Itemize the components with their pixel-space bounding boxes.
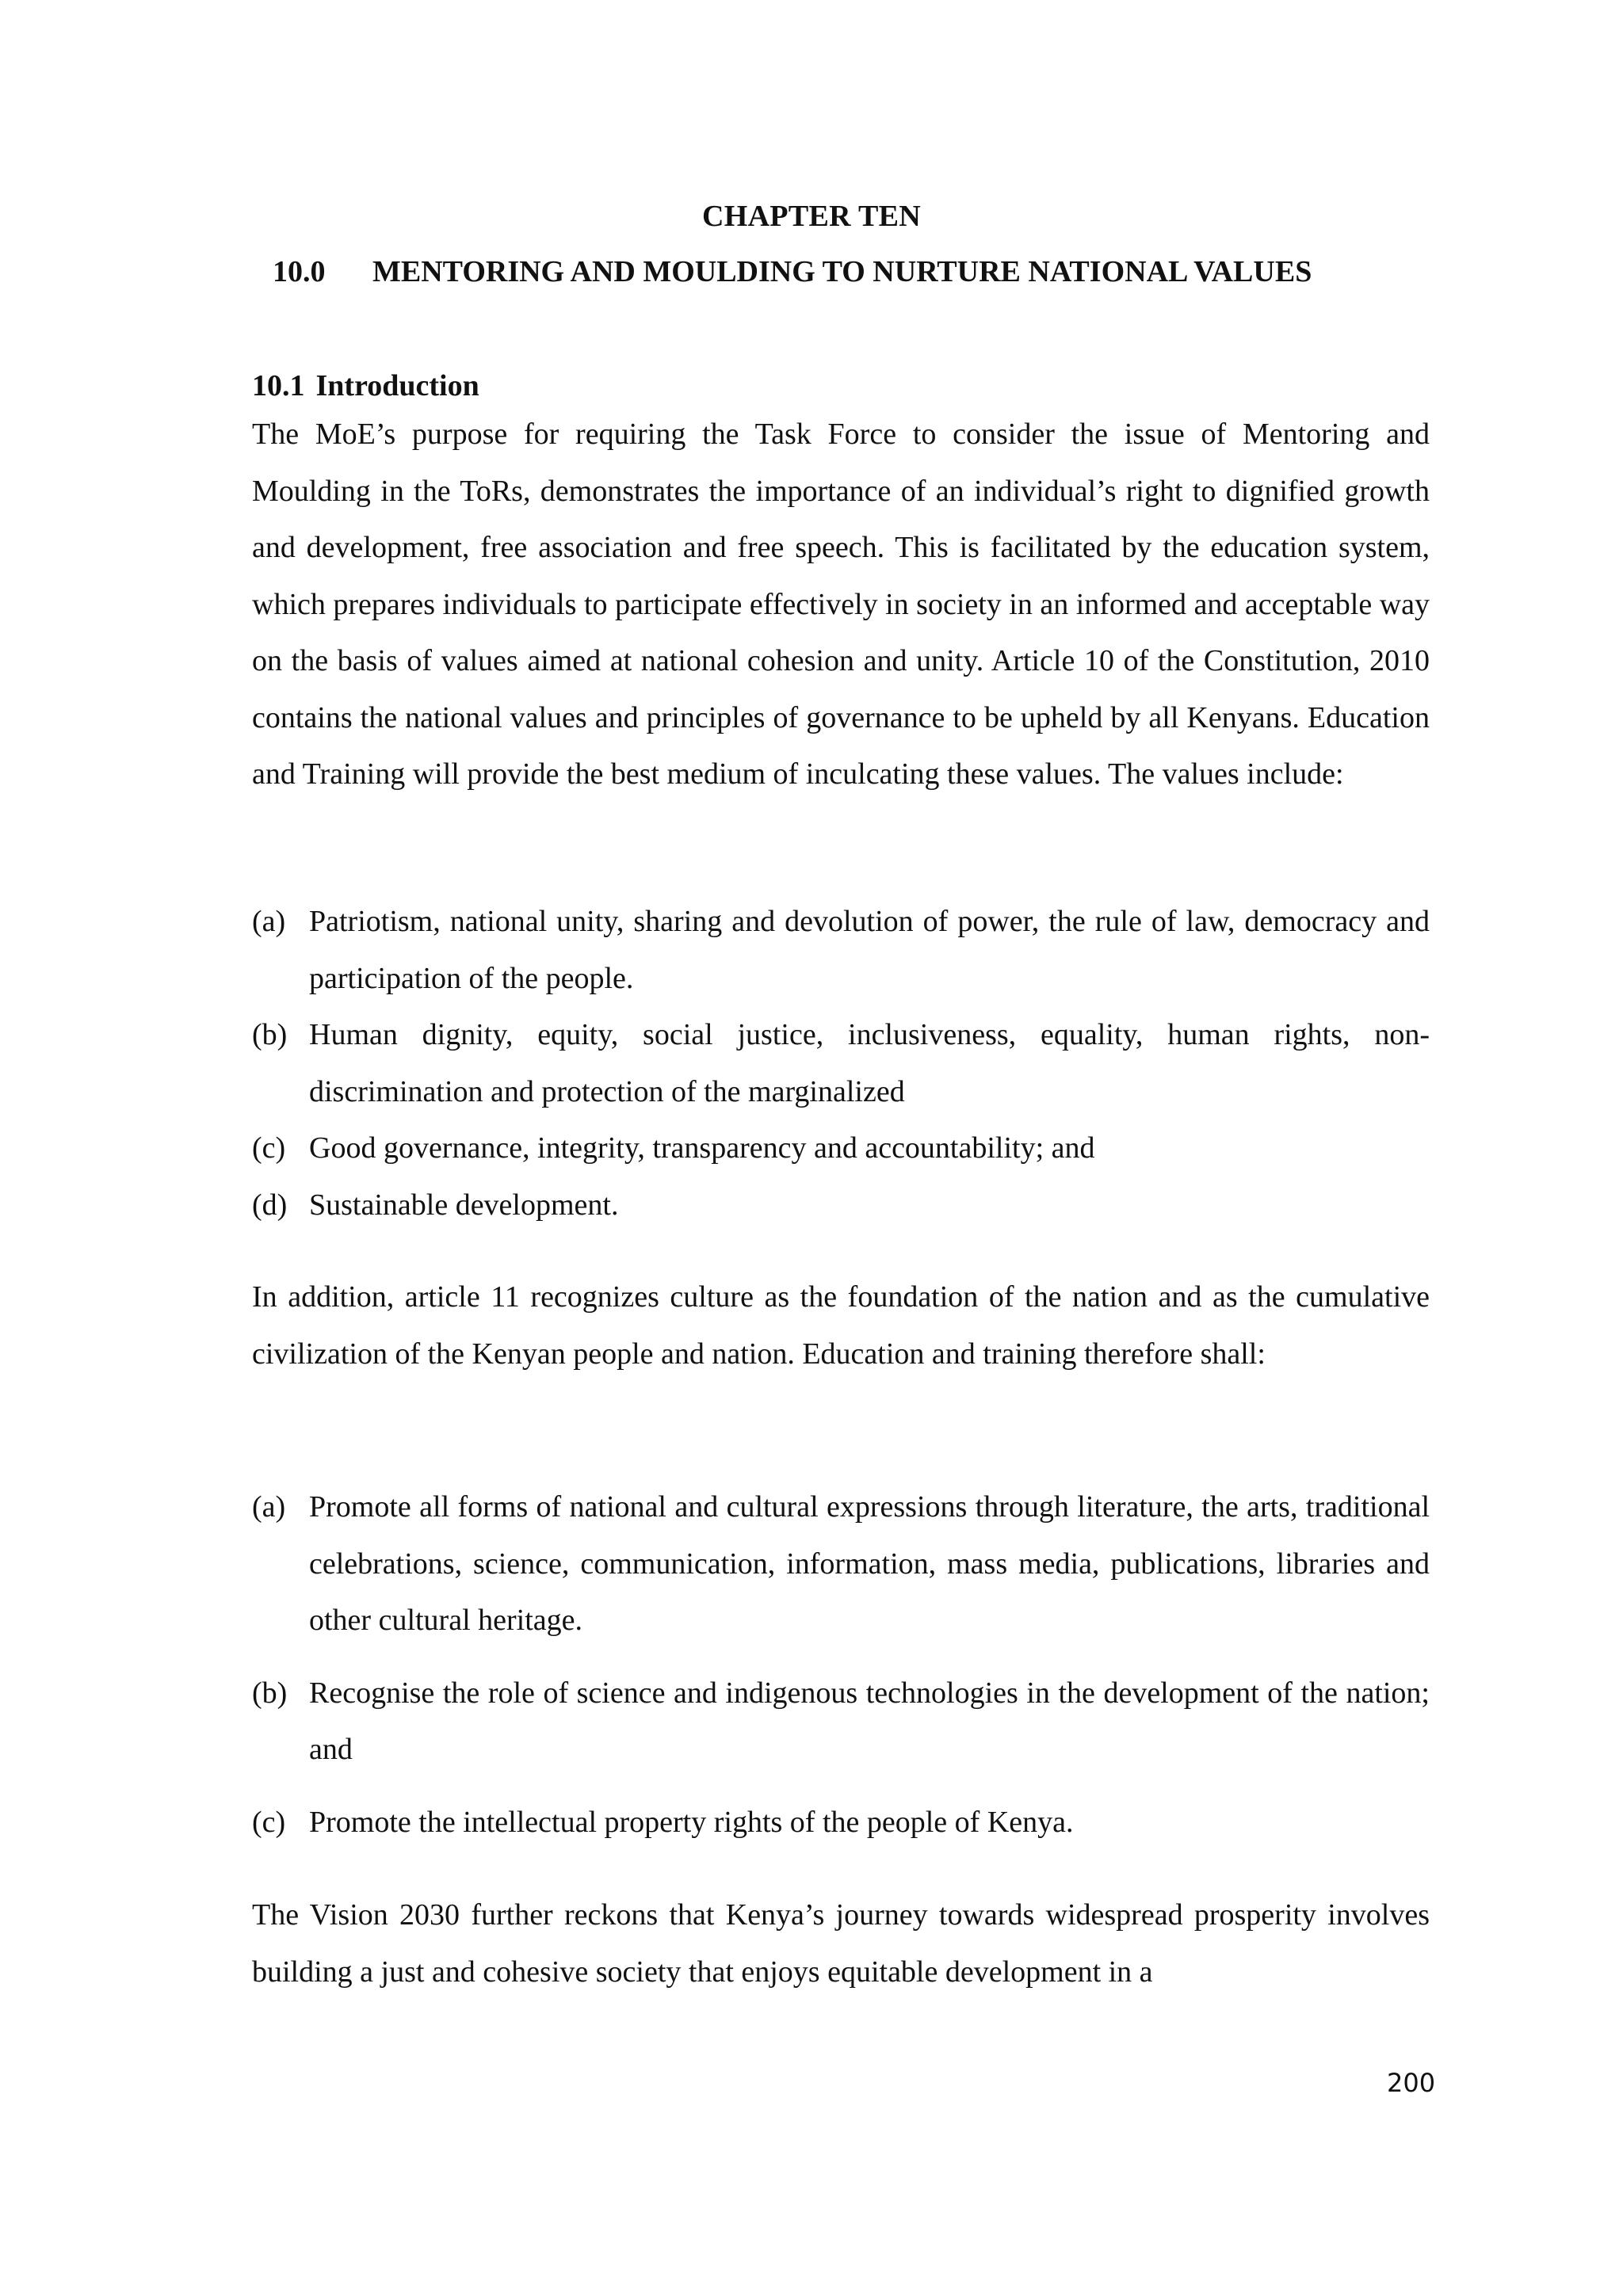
- list-item: [252, 1794, 1430, 1852]
- section-heading: [252, 362, 479, 410]
- list-item: [252, 1007, 1430, 1120]
- chapter-heading: [273, 248, 1422, 296]
- list-item-text: Recognise the role of science and indigenous technologies in the development of the nation; and: [309, 1676, 1430, 1766]
- list-item-text: Human dignity, equity, social justice, inclusiveness, equality, human rights, non-discrimination and protection of the marginalized: [309, 1018, 1430, 1108]
- vision-2030-paragraph: The Vision 2030 further reckons that Kenya’s journey towards widespread prosperity involves building a just and cohesive society that enjoys equitable development in a: [252, 1898, 1430, 1989]
- list-item-text: Sustainable development.: [309, 1188, 619, 1222]
- chapter-number: 10.0: [273, 255, 326, 288]
- list-item: [252, 1120, 1430, 1177]
- list-item: [252, 1479, 1430, 1650]
- list-item-text: Promote all forms of national and cultural expressions through literature, the arts, traditional celebrations, science, communication, information, mass media, publications, libraries and other cultural heritage.: [309, 1490, 1430, 1637]
- list-marker: (c): [252, 1805, 286, 1839]
- section-title: Introduction: [315, 369, 479, 402]
- list-marker: (c): [252, 1131, 286, 1165]
- list-marker: (a): [252, 1490, 286, 1524]
- list-marker: (b): [252, 1018, 288, 1051]
- intro-paragraph: The MoE’s purpose for requiring the Task Force to consider the issue of Mentoring and Moulding in the ToRs, demonstrates the importance of an individual’s right to dignified growth and development, free association and free speech. This is facilitated by the education system, which prepares individuals to participate effectively in society in an informed and acceptable way on the basis of values aimed at national cohesion and unity. Article 10 of the Constitution, 2010 contains the national values and principles of governance to be upheld by all Kenyans. Education and Training will provide the best medium of inculcating these values. The values include:: [252, 418, 1430, 791]
- list-item: [252, 894, 1430, 1007]
- chapter-title: CHAPTER TEN: [701, 200, 922, 233]
- list-marker: (d): [252, 1188, 288, 1222]
- list-marker: (a): [252, 905, 286, 938]
- national-values-list: [252, 894, 1430, 1234]
- list-item-text: Patriotism, national unity, sharing and devolution of power, the rule of law, democracy and participation of the people.: [309, 905, 1430, 995]
- page-number: 200: [1387, 2068, 1436, 2098]
- list-item-text: Promote the intellectual property rights of the people of Kenya.: [309, 1805, 1074, 1839]
- list-item: [252, 1665, 1430, 1779]
- list-item: [252, 1177, 1430, 1234]
- culture-list: [252, 1479, 1430, 1867]
- section-number: 10.1: [252, 369, 305, 402]
- list-item-text: Good governance, integrity, transparency and accountability; and: [309, 1131, 1095, 1165]
- chapter-heading-text: MENTORING AND MOULDING TO NURTURE NATIONAL VALUES: [372, 255, 1312, 288]
- article-11-paragraph: In addition, article 11 recognizes culture as the foundation of the nation and as the cumulative civilization of the Kenyan people and nation. Education and training therefore shall:: [252, 1280, 1430, 1371]
- list-marker: (b): [252, 1676, 288, 1710]
